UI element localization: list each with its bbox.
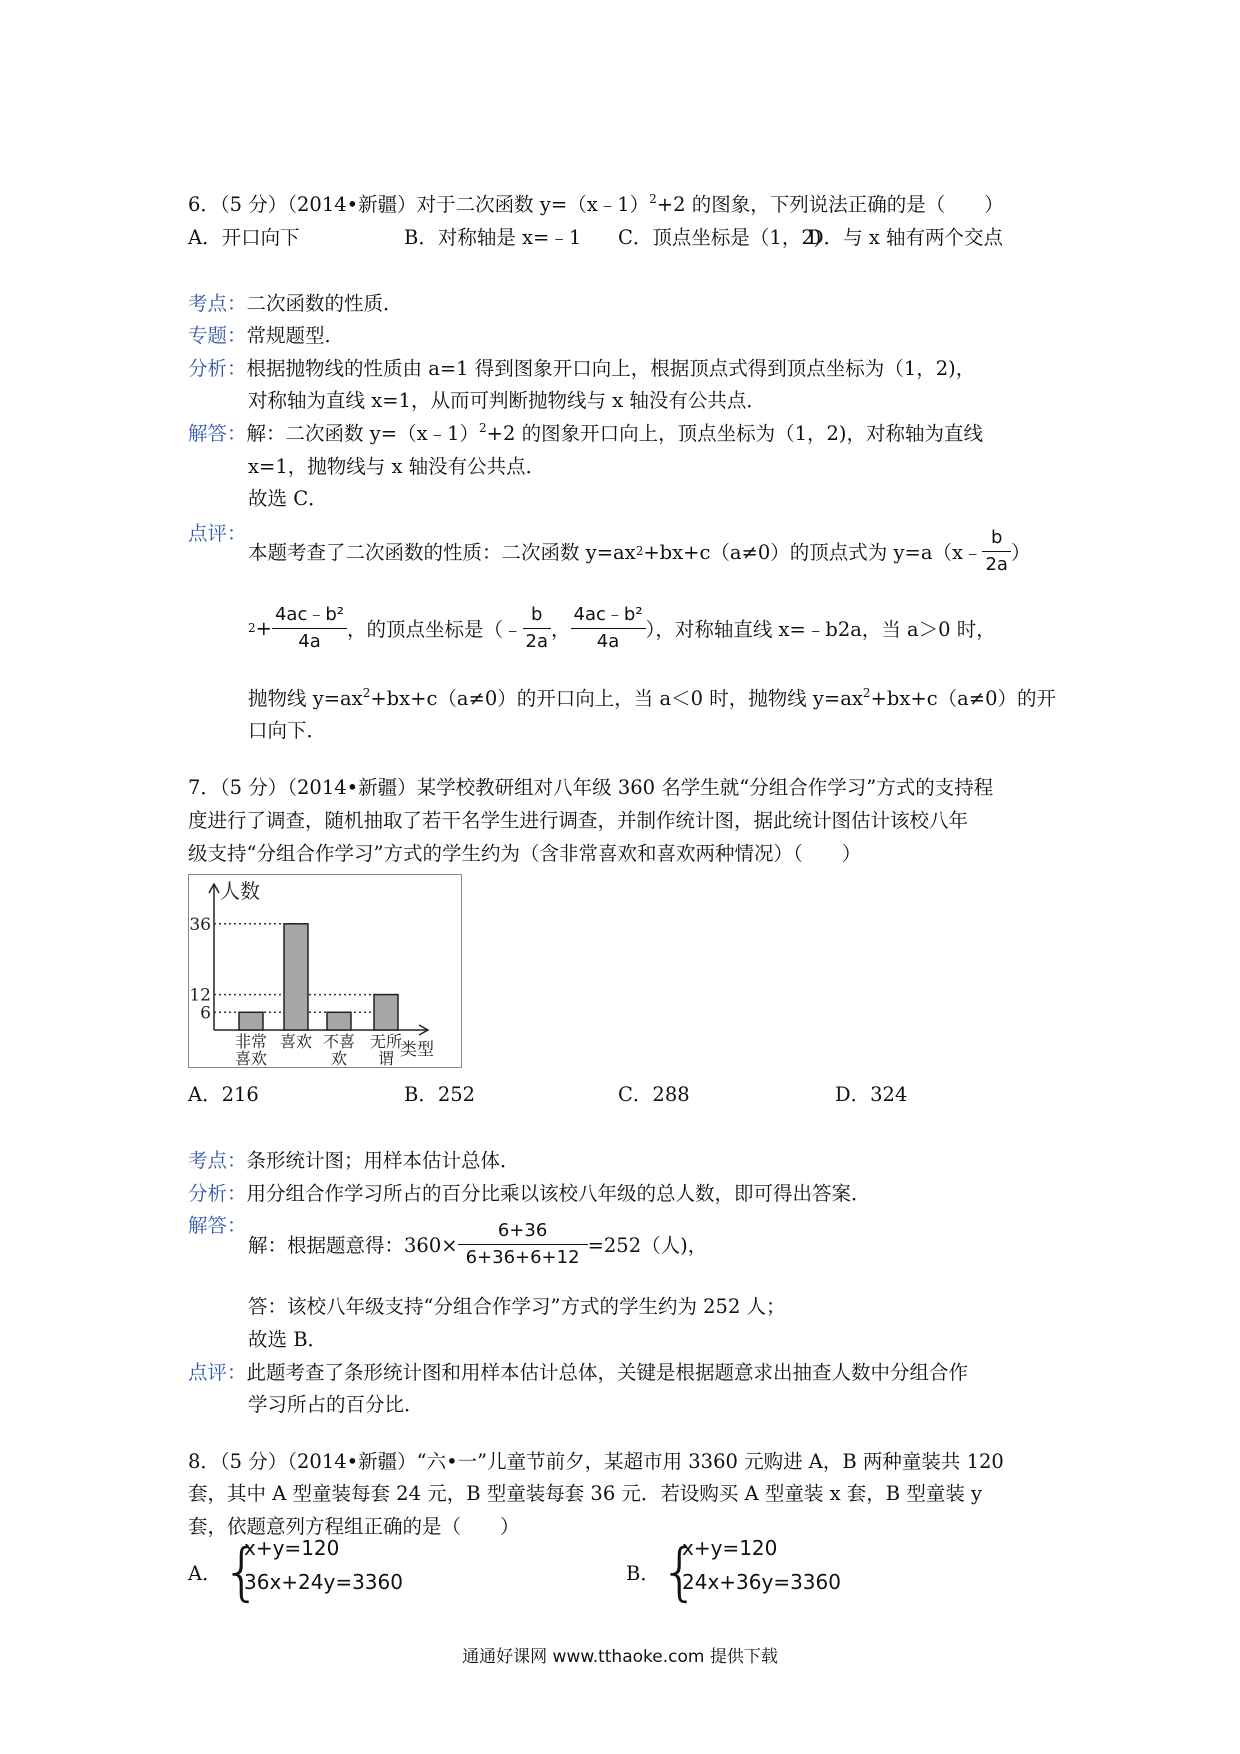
q6-fenxi: 分析：根据抛物线的性质由 a=1 得到图象开口向上，根据顶点式得到顶点坐标为（1，2)， [188,357,976,380]
fraction: $\frac{b}{2a}$ [982,525,1010,578]
q6-dianping-line2: 2 + $\frac{\text{4ac﹣b²}}{4a}$ ，的顶点坐标是（﹣ $\frac{b}{2a}$ ， $\frac{\text{4ac﹣b²}}{4a}$ ），对称轴直线 x=﹣b2a，当 a＞0 时， [248,598,996,658]
bar [327,1012,351,1030]
bar [374,995,398,1030]
q7-option-b: B．252 [404,1083,476,1106]
dianping-label: 点评： [188,1361,247,1384]
y-tick-label: 36 [189,914,211,935]
x-tick-label: 不喜 [322,1032,356,1051]
q7-stem-line2: 度进行了调查，随机抽取了若干名学生进行调查，并制作统计图，据此统计图估计该校八年 [188,809,969,832]
q8-stem-line3: 套，依题意列方程组正确的是（ ） [188,1515,520,1538]
fraction: $\frac{\text{4ac﹣b²}}{4a}$ [571,602,646,655]
q6-dianping-line3: 抛物线 $y=ax^2+bx+c(a\ne 0)$的开口向上，当 a＜0 时，抛物线 $y=ax^2+bx+c(a\ne 0)$的开 [248,686,1056,710]
q6-stem: 6．（5 分）（2014•新疆）对于二次函数 y=（x﹣1）$^2$+2 的图象，下列说法正确的是（ ） [188,192,1004,216]
x-tick-label: 欢 [330,1049,348,1068]
q7-stem-line3: 级支持“分组合作学习”方式的学生约为（含非常喜欢和喜欢两种情况）（ ） [188,842,862,865]
q6-jieda-line3: 故选 C． [248,487,328,510]
fraction: $\frac{6+36}{6+36+6+12}$ [458,1218,588,1271]
x-tick-label: 喜欢 [279,1032,313,1051]
x-tick-label: 谓 [377,1049,395,1068]
q6-zhuanti: 专题：常规题型． [188,324,345,347]
left-brace-icon: { [660,1535,700,1608]
q8-stem-line1: 8．（5 分）（2014•新疆）“六•一”儿童节前夕，某超市用 3360 元购进 A，B 两种童装共 120 [188,1450,1004,1473]
left-brace-icon: { [222,1535,262,1608]
y-tick-label: 12 [189,985,211,1006]
q7-jieda-label: 解答： [188,1214,247,1237]
q7-kaodian: 考点：条形统计图；用样本估计总体． [188,1149,520,1172]
q7-option-d: D．324 [835,1083,908,1106]
q7-stem-line1: 7．（5 分）（2014•新疆）某学校教研组对八年级 360 名学生就“分组合作学习”方式的支持程 [188,776,994,799]
x-tick-label: 喜欢 [234,1049,268,1068]
q6-kaodian: 考点：二次函数的性质． [188,292,403,315]
q8-option-b-label: B． [626,1562,660,1585]
q6-dianping-label: 点评： [188,522,247,545]
kaodian-label: 考点： [188,1149,247,1172]
q8-option-a-label: A． [188,1562,222,1585]
bar [284,924,308,1030]
q7-option-c: C．288 [618,1083,690,1106]
q7-jieda-line2: 答：该校八年级支持“分组合作学习”方式的学生约为 252 人； [248,1295,786,1318]
fenxi-label: 分析： [188,357,247,380]
page-footer: 通通好课网 www.tthaoke.com 提供下载 [462,1647,778,1667]
q7-jieda-line1: 解：根据题意得：360× $\frac{6+36}{6+36+6+12}$ =252（人)， [248,1214,707,1274]
q6-dianping-line1: 本题考查了二次函数的性质：二次函数 y=ax 2 +bx+c（a≠0）的顶点式为 y=a（x﹣ $\frac{b}{2a}$ ） [248,522,1030,580]
x-tick-label: 无所 [369,1032,403,1051]
x-tick-label: 非常 [234,1032,268,1051]
q8-stem-line2: 套，其中 A 型童装每套 24 元，B 型童装每套 36 元．若设购买 A 型童装 x 套，B 型童装 y [188,1482,983,1505]
y-tick-label: 6 [200,1003,211,1024]
q7-fenxi: 分析：用分组合作学习所占的百分比乘以该校八年级的总人数，即可得出答案． [188,1182,871,1205]
q6-fenxi-line2: 对称轴为直线 x=1，从而可判断抛物线与 x 轴没有公共点． [248,389,766,412]
jieda-label: 解答： [188,422,247,445]
q7-option-a: A．216 [188,1083,259,1106]
q6-dianping-line4: 口向下． [248,719,327,742]
kaodian-label: 考点： [188,292,247,315]
zhuanti-label: 专题： [188,324,247,347]
q6-jieda: 解答：解：二次函数 y=（x﹣1）$^2$+2 的图象开口向上，顶点坐标为（1，2)，对称轴为直线 [188,421,983,445]
q6-option-d: D．与 x 轴有两个交点 [808,226,1004,249]
q6-option-c: C．顶点坐标是（1，2) [618,226,822,249]
q8-option-b-system: x+y=120 24x+36y=3360 [682,1536,841,1594]
q6-option-b: B．对称轴是 x=﹣1 [404,226,582,249]
fenxi-label: 分析： [188,1182,247,1205]
fraction: $\frac{\text{4ac﹣b²}}{4a}$ [272,602,347,655]
q8-option-a-system: x+y=120 36x+24y=3360 [244,1536,403,1594]
q7-dianping-line2: 学习所占的百分比． [248,1393,424,1416]
q7-jieda-line3: 故选 B． [248,1328,328,1351]
q6-jieda-line2: x=1，抛物线与 x 轴没有公共点． [248,455,546,478]
x-axis-label: 类型 [400,1040,434,1060]
fraction: $\frac{b}{2a}$ [523,602,551,655]
q6-option-a: A．开口向下 [188,226,300,249]
q7-dianping: 点评：此题考查了条形统计图和用样本估计总体，关键是根据题意求出抽查人数中分组合作 [188,1361,969,1384]
y-axis-label: 人数 [220,879,260,903]
bar-chart [188,874,462,1068]
bar [239,1012,263,1030]
